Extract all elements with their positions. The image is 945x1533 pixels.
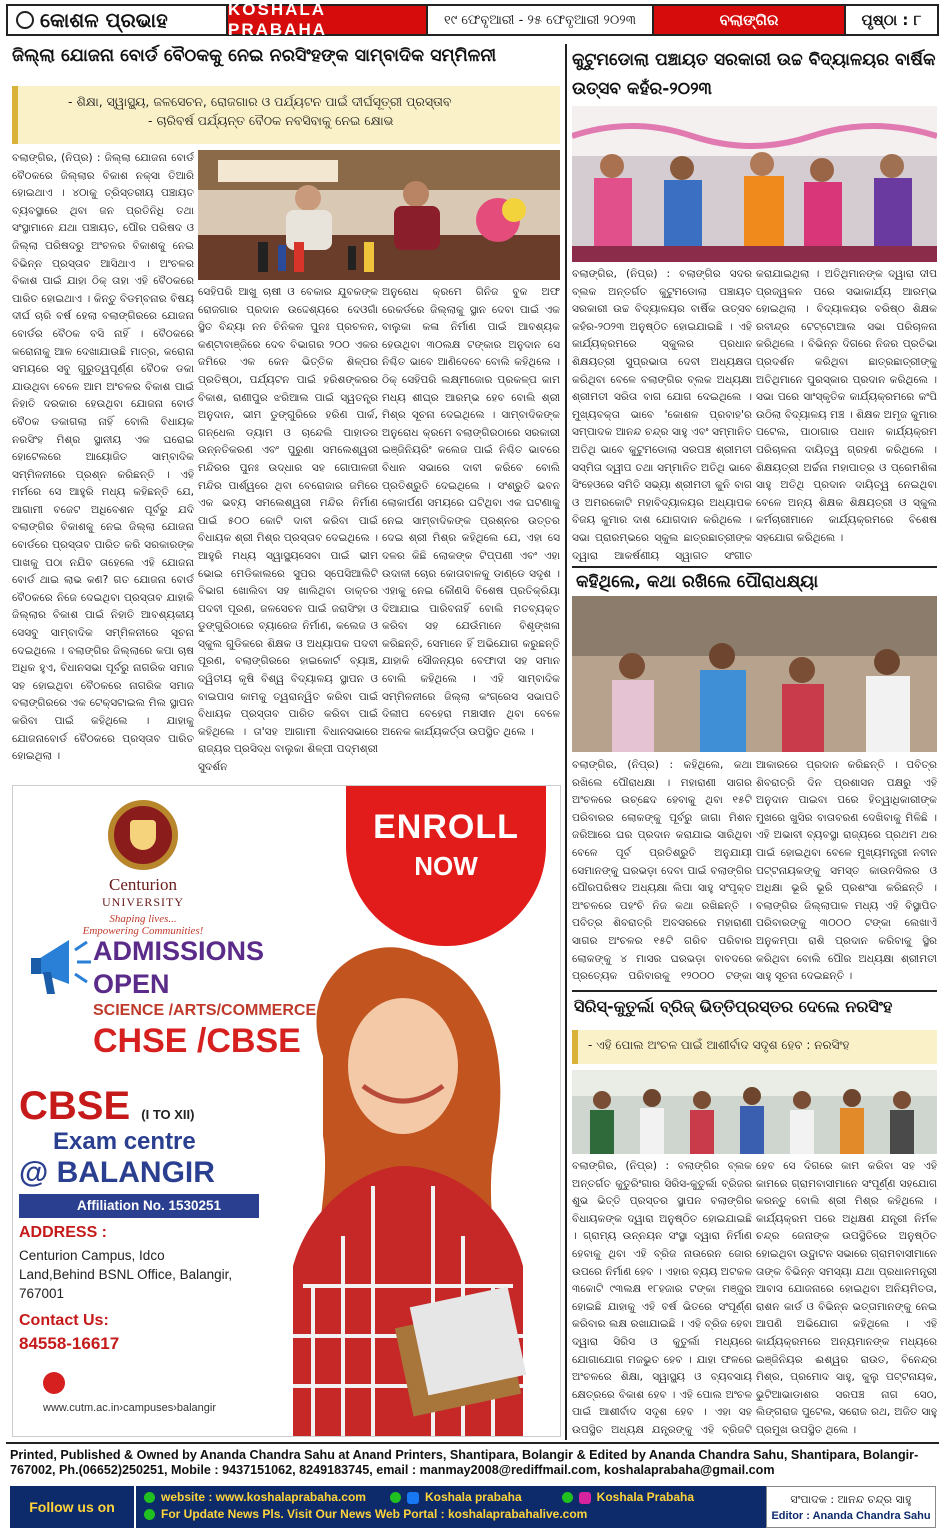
page-number: ପୃଷ୍ଠା : ୮ [844,6,937,34]
masthead-place: ବଲାଙ୍ଗିର [654,6,844,34]
cbse-text: CBSE [19,1084,131,1128]
story4-photo [572,1070,937,1154]
instagram-dot-icon [562,1492,573,1503]
story1-photo [198,150,560,280]
story4-column-2: ହେବ ସେ ଦିଗରେ କାମ କରିବା ସହ ଏହି କାମରେ ଗ୍ରାମବାସୀମାନେ ସଂପୂର୍ଣ୍ଣ ସହଯୋଗ କରନ୍ତୁ ବୋଲି ଶ୍ରୀ ମିଶ୍ର କହିଥିଲେ । କାର୍ଯ୍ୟକ୍ରମ ପରେ ଅଧିକ୍ଷଣ ଯନ୍ତ୍ରୀ ନିର୍ମଳ ଚନ୍ଦ୍ର ଜେନାଙ୍କ ଉପସ୍ଥିତିରେ ଅନୁଷ୍ଠିତ ହୋଇଥିବା ଉଦ୍ଘାଟନ ସଭାରେ ଗ୍ରାମବାସୀମାନେ ତାଙ୍କ ବିଭିନ୍ନ ସମସ୍ୟା ଯଥା ପ୍ରଧାନମନ୍ତ୍ରୀ ଆବାସ ଯୋଜନାରେ ହୋଇଥିବା ଅନିୟମିତତା, ରାଶନ କାର୍ଡ ଓ ବିଭିନ୍ନ ଭତ୍ତାମାନଙ୍କୁ ନେଇ ଆପଣି ଅଭିଯୋଗ କହିଥିଲେ । ଏହି କାର୍ଯ୍ୟକ୍ରମରେ ଅନ୍ୟମାନଙ୍କ ମଧ୍ୟରେ ଇଞ୍ଜିନିୟର ଈଶ୍ୱର ରାଉତ, ବିନେନ୍ଦ୍ର ମିଶ୍ର, ପ୍ରମୋଦ ସାହୁ, କୁଲୁ ପଟ୍ଟନାୟକ, ଭୁଟିଆଭାଡାଶର ସରପଞ୍ଚ ନାଗ ସେଠ, ଲିଙ୍ଗରାଜ ପୁଟେଲ, ସରୋଜ ରଥ, ଅଜିତ ସାହୁ ପ୍ରମୁଖ ଉପସ୍ଥିତ ଥିଲେ । [756,1160,937,1436]
footer-links [134,1486,766,1528]
now-text: NOW [414,851,478,881]
story4-subhead: - ଏହି ପୋଲ ଅଂଚଳ ପାଇଁ ଆଶୀର୍ବାଦ ସଦୃଶ ହେବ : ନରସିଂହ [572,1030,937,1064]
contact-label: Contact Us: [19,1312,109,1329]
footer-portal-row [144,1506,758,1523]
megaphone-icon [29,932,95,1002]
cbse-classes: (I TO XII) [141,1107,195,1122]
ad-website-link[interactable]: www.cutm.ac.in›campuses›balangir [43,1402,217,1414]
location-pin-icon [43,1372,65,1394]
story3-column-2: ଆକାରରେ ପ୍ରଦାନ କରିଛନ୍ତି । ପବିତ୍ର ଶିବରାତ୍ରି ଦିନ ପ୍ରଶାସନ ପକ୍ଷରୁ ଏହି ଅନୁଦାନ ପାଇବା ପରେ ହିତ୍ୱାଧିକାରୀଙ୍କ ମୁଖରେ ଖୁସିର ବାତାବରଣ ଦେଖିବାକୁ ମିଳିଛି । ଏହି ଅଭାବୀ ବ୍ୟବସ୍ଥା ରାଜ୍ୟରେ ପ୍ରଥମ ଥର ପାଇଁ ହୋଇଥିବା ବେଳେ ମୁଖ୍ୟମନ୍ତ୍ରୀ ନବୀନ ପଟ୍ଟନାୟକଙ୍କୁ ସମସ୍ତ କାଉନସିଲର ଓ ଅଧିକ୍ଷା ଭୂରି ଭୂରି ପ୍ରଶଂସା କରିଛନ୍ତି । ବଲାଙ୍ଗିର ଜିଲ୍ଲାପାଳ ମଧ୍ୟ ଏହି ବିସ୍ଥାପିତ ପରିବାରଙ୍କୁ ୩୦୦୦ ଟଙ୍କା ଲେଖାଏଁ ଅନୁକମ୍ପା ରାଶି ପ୍ରଦାନ କରିବାକୁ ସ୍ଥିର କରିଥିବା ବୋଲି ପୌର ଅଧ୍ୟକ୍ଷା ଶ୍ରୀମତୀ ସାହୁ ସୂଚନା ଦେଇଛନ୍ତି । [756,759,937,983]
story3-top-rule [572,566,937,568]
facebook-link[interactable]: Koshala prabaha [424,1490,522,1504]
affiliation-banner: Affiliation No. 1530251 [19,1194,259,1218]
masthead-date: ୧୯ ଫେବୃଆରୀ - ୨୫ ଫେବୃଆରୀ ୨୦୨୩ [426,6,654,34]
university-subname: UNIVERSITY [102,894,184,909]
tagline-2: Empowering Communities! [82,924,204,937]
news-portal-link[interactable]: For Update News Pls. Visit Our News Web Portal : koshalaprabahalive.com [161,1507,588,1521]
editor-box [766,1486,936,1528]
web-dot-icon [144,1492,155,1503]
footer-bar [10,1486,936,1528]
tagline-1: Shaping lives... [109,912,177,925]
masthead [6,0,939,39]
footer-social-row [144,1489,758,1506]
story1-subhead-2: - ଚାରିବର୍ଷ ପର୍ଯ୍ୟନ୍ତ ବୈଠକ ନବସିବାକୁ ନେଇ କ୍ଷୋଭ [148,113,394,129]
city-text: @ BALANGIR [19,1156,215,1189]
story1-headline: ଜିଲ୍ଲା ଯୋଜନା ବୋର୍ଡ ବୈଠକକୁ ନେଇ ନରସିଂହଙ୍କ ସାମ୍ବାଦିକ ସମ୍ମିଳନୀ [12,46,497,66]
cbse-heading [19,1084,194,1129]
contact-phone[interactable]: 84558-16617 [19,1334,120,1353]
story3-column-1: ବଲାଙ୍ଗିର, (ନିପ୍ର) : କହିଥିଲେ, କଥା ରଖିଲେ ପୌରାଧକ୍ଷା । ମହାରାଣୀ ସାଗର ଅଂଚଳରେ ଉଚ୍ଛେଦ ହେବାକୁ ଥିବା ୧୫ଟି ପରିବାରର ଲୋକଙ୍କୁ ପୂର୍ବରୁ ଜାଗା ମିଶନ ଜରିଆରେ ଘର ପ୍ରଦାନ କରାଯାଇ ସାରିଥିବା ବେଳେ ପୂର୍ବ ପ୍ରତିଶ୍ରୁତି ଅନୁଯାୟୀ ସେମାନଙ୍କୁ ଘରଭଡ଼ା ଦେବା ପାଇଁ ବଲାଙ୍ଗିର ପୌରପରିଷଦ ଅଧ୍ୟକ୍ଷା ଲିପା ସାହୁ ସଂପୃକ୍ତ ଅଂଚଳରେ ପହଂଚି ନିଜ କଥା ରଖିଛନ୍ତି । ପବିତ୍ର ଶିବରାତ୍ରି ଅବସରରେ ମହାରାଣୀ ସାଗର ଅଂଚଳର ୧୫ଟି ଗରିବ ପରିବାର ଲୋକଙ୍କୁ ୪ ମାସର ଘରଭଡ଼ା ବାବଦରେ ପ୍ରତ୍ୟେକ ପରିବାରକୁ ୧୨୦୦୦ ଟଙ୍କା [572,759,752,983]
boards-text: CHSE /CBSE [93,1022,301,1060]
exam-centre-text: Exam centre [53,1128,196,1155]
footer-website-link[interactable]: website : www.koshalaprabaha.com [161,1490,366,1504]
address-label: ADDRESS : [19,1224,108,1241]
admissions-text: ADMISSIONS [93,936,265,966]
masthead-logo-text: କୋଶଳ ପ୍ରଭାହ [40,8,168,32]
story3-headline: କହିଥିଲେ, କଥା ରଖିଲେ ପୌରାଧକ୍ଷ୍ୟା [576,572,819,592]
streams-text: SCIENCE /ARTS/COMMERCE [93,1002,317,1019]
story1-subhead-1: - ଶିକ୍ଷା, ସ୍ୱାସ୍ଥ୍ୟ, ଜଳସେଚନ, ରୋଜଗାର ଓ ପର୍ଯ୍ୟଟନ ପାଇଁ ଦୀର୍ଘସୂତ୍ରୀ ପ୍ରସ୍ତାବ [68,94,452,109]
story1-column-3: ଅନୁରୋଧ କ୍ରମେ ଗିନିଜ ବୁକ ଅଫ ରେକର୍ଡରେ ଜିଲ୍ଲାକୁ ସ୍ଥାନ ଦେବା ପାଇଁ ଏକ ବାଲୁକା କଳା ନିର୍ମାଣ ପାଇଁ ଆବଶ୍ୟକ ହେଉଥିବା ୩୦ଲକ୍ଷ ଟଙ୍କାର ଅନୁଦାନ ସେ ନିଶ୍ଚିତ ଭାବେ ଆଣିଦେବେ ବୋଲି କହିଥିଲେ । ଠିକ୍ ସେହିପରି ଲକ୍ଷ୍ମୀଜୋର ପ୍ରକଳ୍ପ କାମ ମଧ୍ୟ ଶୀଘ୍ର ଆରମ୍ଭ ହେବ ବୋଲି ଶ୍ରୀ ମିଶ୍ର ସୂଚନା ଦେଇଥିଲେ । ସାମ୍ବାଦିକଙ୍କ ଅନୁରୋଧ କ୍ରମେ ବଲାଙ୍ଗିରଠାରେ ସରକାରୀ ଇଞ୍ଜିନିୟରିଂ କଲେଜ ପାଇଁ ନିଶ୍ଚିତ ଭାବରେ ବିଧାନ ସଭାରେ ଦାବୀ କରିବେ ବୋଲି ପ୍ରତିଶ୍ରୁତି ଦେଇଥିଲେ । ସଂଶ୍ରୁତି ଭବନ ଲୋକାର୍ପଣ ସମୟରେ ଘଟିଥିବା ଏକ ଘଟଣାକୁ ନେଇ ସାମ୍ବାଦିକଙ୍କ ପ୍ରଶ୍ନର ଉତ୍ତର ଦେଇ ଶ୍ରୀ ମିଶ୍ର କହିଥିଲେ ଯେ, ଏହା ସେ ଦଳର କିଛି ଲୋକଙ୍କ ଟିପ୍ପଣୀ ଏବଂ ଏହା ଉଦାଳୀ ଚୋର କୋତାବାଳକୁ ଡାଣ୍ଡେ ସଦୃଶ । ଏହାକୁ ନେଇ କୌଣସି ବିଶେଷ ପ୍ରତିକ୍ରିୟା ଦିଆଯାଇ ପାରିବନାହିଁ ବୋଲି ମତବ୍ୟକ୍ତ କରିବା ସହ ଯେଉଁମାନେ ବିଶୃଙ୍ଖଳା କରିଛନ୍ତି, ସେମାନେ ହିଁ ଅଭିଯୋଗ କରୁଛନ୍ତି ଯାହାକି ସୌଜନ୍ୟର ବେଫାଦୀ ସହ ସମାନ ବୋଲି କହିଥିଲେ । ଏହି ସାମ୍ବାଦିକ ସମ୍ମିଳନୀରେ ଜିଲ୍ଲା କଂଗ୍ରେସ ସଭାପତି ଦିଲୀପ ବେହେରା ମଞ୍ଚାସୀନ ଥିବା ବେଳେ ଅନେକ କାର୍ଯ୍ୟକର୍ତ୍ତା ଉପସ୍ଥିତ ଥିଲେ । [382,286,560,738]
instagram-link[interactable]: Koshala Prabaha [596,1490,695,1504]
story4-column-1: ବଲାଙ୍ଗିର, (ନିପ୍ର) : ବଲାଙ୍ଗିର ବ୍ଲକ ଅନ୍ତର୍ଗତ କୁତୁରିଂଗାର ସିରିସ-କୁତୁର୍ଲା ବ୍ରିଜର ଶୁଭ ଭିତ୍ତି ପ୍ରସ୍ତର ସ୍ଥାପନ ବଲାଙ୍ଗିର ବିଧାୟକଙ୍କ ଦ୍ୱାରା ଅନୁଷ୍ଠିତ ହୋଇଯାଇଛି । ଗ୍ରାମ୍ୟ ଉନ୍ନୟନ ସଂସ୍ଥା ଦ୍ୱାରା ନିର୍ମାଣ ହେବାକୁ ଥିବା ଏହି ବ୍ରିଜ ନାଉରେନ ଜୋର ଉପରେ ନିର୍ମାଣ ହେବ । ଏହାର ବ୍ୟୟ ଅଟକଳ ୩କୋଟି ୯୩ଲକ୍ଷ ୧୮ହଜାର ଟଙ୍କା ମଞ୍ଜୁର ହୋଇଛି ଯାହାକୁ ଏହି ବର୍ଷ ଭିତରେ ସଂପୂର୍ଣ୍ଣ କରିବାର ଲକ୍ଷ ରଖାଯାଇଛି । ଏହି ବ୍ରିଜ ହେବା ଦ୍ୱାରା ସିରିସ ଓ କୁତୁର୍ଲା ମଧ୍ୟରେ ଯୋଗାଯୋଗ ମଜଭୁତ ହେବ । ଯାହା ଫଳରେ ଅଂଚଳରେ ଶିକ୍ଷା, ସ୍ୱାସ୍ଥ୍ୟ ଓ ବ୍ୟବସାୟ କ୍ଷେତ୍ରରେ ବିକାଶ ହେବ । ଏହି ପୋଲ ଅଂଚଳ ପାଇଁ ଆଶୀର୍ବାଦ ସଦୃଶ ହେବ । ଏହା ସହ ଉପସ୍ଥିତ ଅଧ୍ୟକ୍ଷ ଯନ୍ତ୍ରଙ୍କୁ ଏହି ବ୍ରିଜଟି [572,1160,752,1436]
column-divider [565,44,567,1440]
editor-english: Editor : Ananda Chandra Sahu [771,1510,931,1522]
portal-dot-icon [144,1509,155,1520]
story2-photo [572,106,937,262]
story2-headline: କୁଟୁମଡୋଲା ପଞ୍ଚାୟତ ସରକାରୀ ଉଚ୍ଚ ବିଦ୍ୟାଳୟର ବାର୍ଷିକ ଉତ୍ସବ କହଁର-୨୦୨୩ [572,50,936,99]
logo-seal-icon [16,11,34,29]
footer-top-rule [6,1442,939,1444]
print-imprint: Printed, Published & Owned by Ananda Chandra Sahu at Anand Printers, Shantipara, Bolangir & Edited by Ananda Chandra Sahu, Shantipara, Bolangir-767002, Ph.(06652)250251, Mobile : 9437151062, 8249183745, email : manmay2008@rediffmail.com, koshalaprabaha@gmail.com [10,1448,919,1477]
story1-subheads [12,86,560,144]
story1-column-1: ବଲାଙ୍ଗିର, (ନିପ୍ର) : ଜିଲ୍ଲା ଯୋଜନା ବୋର୍ଡ ବୈଠକରେ ଜିଲ୍ଲାର ବିକାଶ ନକ୍ସା ତିଆରି ହୋଇଥାଏ । ୪୦ାକୁ ତ୍ରିସ୍ତରୀୟ ପଞ୍ଚାୟତ ବ୍ୟବସ୍ଥାରେ ଥିବା ଜନ ପ୍ରତିନିଧି ତଥା ସଂସ୍ଥାମାନେ ଯଥା ପଞ୍ଚାୟତ, ପୌର ପରିଷଦ ଓ ଜିଲ୍ଲା ପରିଷଦରୁ ଅଂଚଳର ବିକାଶକୁ ନେଇ ବିଭିନ୍ନ ପ୍ରସ୍ତାବ ଆସିଥାଏ । ଅଂଚଳର ବିକାଶ ପାଇଁ ଯାହା ଠିକ୍ ତାହା ଏହି ବୈଠକରେ ପାରିତ ହୋଇଥାଏ । କିନ୍ତୁ ବିଡମ୍ବନାର ବିଷୟ ଦୀର୍ଘ ଚାରି ବର୍ଷ ହେଲା ବଲାଙ୍ଗିରରେ ଯୋଜନା ବୋର୍ଡର ବୈଠକ ବସି ନାହିଁ । ବୈଠକରେ କରୋନାକୁ ଆଳ ଦେଖାଯାଉଛି ମାତ୍ର, କରୋନା ସମୟରେ ସବୁ ଗୁରୁତ୍ୱପୂର୍ଣ୍ଣ ବୈଠକ ଡକା ଯାଉଥିବା ବେଳେ ଆମ ଅଂଚଳର ବିକାଶ ପାଇଁ ନିହାତି ଦରକାର ହେଉଥିବା ଯୋଜନା ବୋର୍ଡ ବୈଠକ ଡକାଗଲା ନାହିଁ ବୋଲି ବିଧାୟକ ନରସିଂହ ମିଶ୍ର ସ୍ଥାନୀୟ ଏକ ଘରୋଇ ହୋଟେଲରେ ଆୟୋଜିତ ସାମ୍ବାଦିକ ସମ୍ମିଳନୀରେ ପ୍ରଶ୍ନ କରିଛନ୍ତି । ଏହି ମର୍ମରେ ସେ ଆହୁରି ମଧ୍ୟ କହିଛନ୍ତି ଯେ, ଆଗାମୀ ବଜେଟ ଅଧିବେଶନ ପୂର୍ବରୁ ଯଦି ବଲାଙ୍ଗିର ବିକାଶକୁ ନେଇ ଜିଲ୍ଲା ଯୋଜନା ବୋର୍ଡରେ ପ୍ରସ୍ତାବ ପାରିତ କରି ସରକାରଙ୍କ ପାଖକୁ ପଠା ନଯିବ ତାହେଲେ ଏହି ଯୋଜନା ବୋର୍ଡ ଥାଇ ଲାଭ କଣ? ଗତ ଯୋଜନା ବୋର୍ଡ ବୈଠକରେ ନିଜେ ଦେଇଥିବା ପ୍ରସ୍ତାବ ଯାହାକି ଜିଲ୍ଲାର ବିକାଶ ପାଇଁ ନିହାତି ଆବଶ୍ୟକୀୟ ସେସବୁ ସାମ୍ବାଦିକ ସମ୍ମିଳନୀରେ ସୂଚନା ଦେଇଥିଲେ । ବଲାଙ୍ଗିର ଜିଲ୍ଲାରେ କପା ଚାଷ ଅଧିକ ହୁଏ, ବିଧାନସଭା ପୂର୍ବରୁ ନାଗରିକ ସମାଜ ସହ ହୋଇଥିବା ବୈଠକରେ ନାଗରିକ ସମାଜ ବଲାଙ୍ଗିରରେ ଏକ ଟେକ୍ସଟାଇଲ ମିଲ ସ୍ଥାପନ କରିବା ପାଇଁ କହିଥିଲେ । ଯାହାକୁ ଯୋଜନାବୋର୍ଡ ବୈଠକରେ ପ୍ରସ୍ତାବ ପାରିତ ହୋଇଥିଲା । [12,152,194,763]
story4-top-rule [572,990,937,992]
story1-column-2: ସେହିପରି ଆଖୁ ଚାଷୀ ଓ ବେକାର ଯୁବକଙ୍କ ରୋଜଗାର ପ୍ରଦାନ ଉଦ୍ଦେଶ୍ୟରେ ଦେଓଗାଁ ସ୍ଥିତ ବିନ୍ଦ୍ୟା ନନ ଚିନିକଳ ପୁନଃ ପ୍ରଚଳନ, କଣ୍ଟାବାଞ୍ଜିରେ ଦେବ ବିଭାଗର ୨୦୦ ଏକର ଜମିରେ ଏକ କେନ ଭିତ୍ତିକ ଶିଳ୍ପର ପ୍ରତିଷ୍ଠା, ପର୍ଯ୍ୟଟନ ପାଇଁ ହରିଶଙ୍କରର ବିକାଶ, ରାଣୀପୁର ଝରିଆଲ ପାଇଁ ସ୍ୱତନ୍ତ୍ର ଅନୁଦାନ, ଭୀମ ଡୁଙ୍ଗୁରିରେ ହରିଣ ପାର୍କ, ଗନ୍ଧେଲ ଡ୍ୟାମ ଓ ଚାନ୍ଦେଲି ପାହାଡର ଉନ୍ନତିକରଣ ଏବଂ ପୁରୁଣା ସମଲେଶ୍ୱରୀ ମନ୍ଦିରର ପୁନଃ ଉଦ୍ଧାର ସହ ଗୋପାଳଜୀ ମନ୍ଦିର ପାର୍ଶ୍ୱରେ ଥିବା ବେରୋଜାର ଜମିରେ ଏକ ଭବ୍ୟ ସମଲେଶ୍ୱରୀ ମନ୍ଦିର ନିର୍ମାଣ ପାଇଁ ୫୦୦ କୋଟି ଦାବୀ କରିବା ପାଇଁ ବିଧାୟକ ଶ୍ରୀ ମିଶ୍ର ପ୍ରସ୍ତାବ ଦେଇଥିଲେ । ଆହୁରି ମଧ୍ୟ ସ୍ୱାସ୍ଥ୍ୟସେବା ପାଇଁ ଭୀମ ଭୋଇ ମେଡିକାଲରେ ସୁପର ସ୍ପେସିଆଲିଟି ବିଭାଗ ଖୋଲିବା ସହ ଖାଲିଥିବା ଡାକ୍ତର ପଦବୀ ପୂରଣ, ଜଳସେଚନ ପାଇଁ ଜରାସିଂହା ଓ ଡୁଙ୍ଗୁରିଠାରେ ବ୍ୟାରେଜ ନିର୍ମାଣ, କଲେଜ ଓ ସ୍କୁଲ ଗୁଡିକରେ ଶିକ୍ଷକ ଓ ଅଧ୍ୟାପକ ପଦବୀ ପୂରଣ, ବଲାଙ୍ଗିରରେ ହାଇକୋର୍ଟ ବ୍ୟାଞ୍ଚ, ଦ୍ୱିତୀୟ କୃଷି ବିଶ୍ୱ ବିଦ୍ୟାଳୟ ସ୍ଥାପନ ଓ ବାଇପାସ କାମକୁ ତ୍ୱରାନ୍ୱିତ କରିବା ପାଇଁ ବିଧାୟକ ପ୍ରସ୍ତାବ ପାରିତ କରିବା ପାଇଁ କହିଥିଲେ । ତା'ସହ ଆଗାମୀ ବିଧାନସଭାରେ ରାଜ୍ୟର ପ୍ରସିଦ୍ଧ ବାଲୁକା ଶିଳ୍ପୀ ପଦ୍ମଶ୍ରୀ ସୁଦର୍ଶନ [198,286,378,774]
open-text: OPEN [93,969,170,999]
facebook-dot-icon [390,1492,401,1503]
enroll-text: ENROLL [373,808,519,846]
student-photo [253,936,553,1436]
university-emblem-icon [108,800,178,870]
university-name: Centurion [109,875,177,894]
masthead-title: KOSHALA PRABAHA [228,6,426,34]
story3-photo [572,596,937,752]
follow-us-label: Follow us on [10,1486,134,1528]
editor-odia: ସଂପାଦକ : ଆନନ୍ଦ ଚନ୍ଦ୍ର ସାହୁ [790,1493,912,1506]
story2-column-1: ବଲାଙ୍ଗିର, (ନିପ୍ର) : ବଲାଙ୍ଗିର ସଦର ବ୍ଲକ ଅନ୍ତର୍ଗତ କୁଟୁମଡୋଲା ପଞ୍ଚାୟତ ସରକାରୀ ଉଚ୍ଚ ବିଦ୍ୟାଳୟର ବାର୍ଷିକ ଉତ୍ସବ କହଁର-୨୦୨୩ ଅନୁଷ୍ଠିତ ହୋଇଯାଇଛି । ଏହି କାର୍ଯ୍ୟକ୍ରମରେ ସ୍କୁଲର ପ୍ରଧାନ ଶିକ୍ଷୟତ୍ରୀ ସୁପ୍ରଭାତା ଦେବୀ ଅଧ୍ୟକ୍ଷତା କରିଥିବା ବେଳେ ବଲାଙ୍ଗିର ବ୍ଲକ ଅଧ୍ୟକ୍ଷା ଶ୍ରୀମତୀ ସରିତା ବାଗ ଯୋଗ ଦେଇଥିଲେ । ମୁଖ୍ୟବକ୍ତା ଭାବେ 'କୋଶଳ ପ୍ରବାହ'ର ସମ୍ପାଦକ ଆନନ୍ଦ ଚନ୍ଦ୍ର ସାହୁ ଏବଂ ସମ୍ମାନିତ ଅତିଥି ଭାବେ କୁଟୁମଡୋଲା ସରପଞ୍ଚ ଶ୍ରୀମତୀ ସସ୍ମିତା ଦ୍ୱୀପ ତଥା ସମ୍ମାନିତ ଅତିଥି ଭାବେ ସିଂହେଓରେ ସମିତି ସଭ୍ୟା ଶ୍ରୀମତୀ କୁନି ବାଗ ଓ ଅମରକୋଟି ମହାବିଦ୍ୟାଳୟର ଅଧ୍ୟାପକ ବିଜୟ କୁମାର ଦାଶ ଯୋଗଦାନ କରିଥିଲେ । ସଭା ପ୍ରାରମ୍ଭରେ ସ୍କୁଲ ଛାତ୍ରଛାତ୍ରୀଙ୍କ ଦ୍ୱାରା ଆକର୍ଷଣୀୟ ସ୍ୱାଗତ ସଂଗୀତ [572,268,752,562]
masthead-logo [8,6,228,34]
facebook-icon [407,1492,419,1504]
instagram-icon [579,1492,591,1504]
enroll-now-badge[interactable] [346,786,546,946]
story4-headline: ସିରିସ୍-କୁତୁର୍ଲା ବ୍ରିଜ୍ ଭିତ୍ତିପ୍ରସ୍ତର ଦେଲେ ନରସିଂହ [574,997,893,1016]
address-text: Centurion Campus, Idco Land,Behind BSNL Office, Balangir, 767001 [19,1248,233,1301]
centurion-advertisement[interactable] [12,785,561,1437]
university-logo [63,800,223,937]
story2-column-2: କରାଯାଇଥିଲା । ଅତିଥିମାନଙ୍କ ଦ୍ୱାରା ଦୀପ ପ୍ରଜ୍ୱଳନ ପରେ ସଭାକାର୍ଯ୍ୟ ଆରମ୍ଭ ହୋଇଥିଲା । ବିଦ୍ୟାଳୟର ବରିଷ୍ଠ ଶିକ୍ଷକ ରବୀନ୍ଦ୍ର ଟେଟ୍ଟୋଆଲ ସଭା ପରିଚାଳନା କରିଥିଲେ । ବିଭିନ୍ନ ଦିଗରେ ନିଜର ପ୍ରତିଭା ପ୍ରଦର୍ଶନ କରିଥିବା ଛାତ୍ରଛାତ୍ରୀଙ୍କୁ ଅତିଥିମାନେ ପୁରସ୍କାର ପ୍ରଦାନ କରିଥିଲେ । ସଭା ପରେ ସାଂସ୍କୃତିକ କାର୍ଯ୍ୟକ୍ରମରେ କଂପି ଉଠିଲା ବିଦ୍ୟାଳୟ ମଞ୍ଚ । ଶିକ୍ଷକ ଅମୃଜ କୁମାର ପଟେଲ, ପାଠାଗାର ପଧାନ କାର୍ଯ୍ୟକ୍ରମ ପରିଚାଳନା ଦାୟିତ୍ୱ ଗ୍ରହଣ କରିଥିଲେ । ଶିକ୍ଷୟତ୍ରୀ ଅର୍ଚ୍ଚନା ମହାପାତ୍ର ଓ ପ୍ରେମଶିଳା ସାହୁ ଅତିଥି ପ୍ରଦାନ ଦାୟିତ୍ୱ ନେଇଥିବା ବେଳେ ଅନ୍ୟ ଶିକ୍ଷକ ଶିକ୍ଷୟତ୍ରୀ ଓ ସ୍କୁଲ କର୍ମଚାରୀମାନେ କାର୍ଯ୍ୟକ୍ରମରେ ବିଶେଷ ସହଯୋଗ କରିଥିଲେ । [756,268,937,544]
